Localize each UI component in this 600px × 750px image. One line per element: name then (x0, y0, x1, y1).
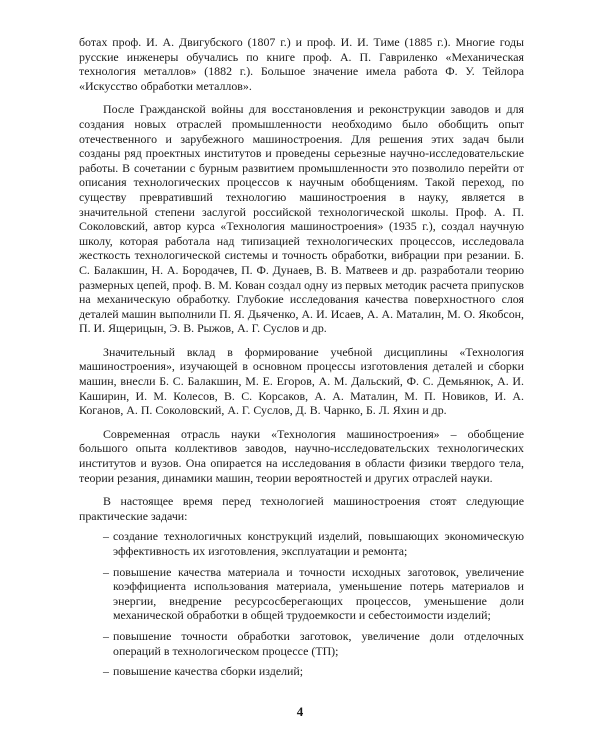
list-item (79, 529, 524, 558)
page-number: 4 (296, 704, 304, 719)
list-item-text: создание технологичных конструкций изделий, повышающих экономическую эффективность их изготовления, эксплуатации и ремонта; (113, 529, 524, 558)
task-list (79, 529, 524, 678)
list-dash: – (103, 628, 109, 643)
paragraph: ботах проф. И. А. Двигубского (1807 г.) и проф. И. И. Тиме (1885 г.). Многие годы русские инженеры обучались по книге проф. А. П. Гавриленко «Механическая технология металлов» (1882 г.). Большое значение имела работа Ф. У. Тейлора «Искусство обработки металлов». (79, 35, 524, 93)
list-dash: – (103, 529, 109, 544)
list-dash: – (103, 564, 109, 579)
list-item (79, 664, 524, 679)
list-item (79, 629, 524, 658)
list-item-text: повышение точности обработки заготовок, увеличение доли отделочных операций в технологическом процессе (ТП); (113, 628, 524, 658)
paragraph: После Гражданской войны для восстановления и реконструкции заводов и для создания новых отраслей промышленности необходимо было обобщить опыт отечественного и зарубежного машиностроения. Для решения этих задач были созданы ряд проектных институтов и проведены серьезные научно-исследовательские работы. В сочетании с бурным развитием промышленности это позволило перейти от описания технологических процессов к научным обобщениям. Такой переход, по существу превративший технологию машиностроения в науку, является в значительной степени заслугой российской технологической школы. Проф. А. П. Соколовский, автор курса «Технология машиностроения» (1935 г.), создал научную школу, которая работала над типизацией технологических процессов, исследовала жесткость технологической системы и точность обработки, вибрации при резании. Б. С. Балакшин, Н. А. Бородачев, П. Ф. Дунаев, В. В. Матвеев и др. разработали теорию размерных цепей, проф. В. М. Кован создал одну из первых методик расчета припусков на механическую обработку. Глубокие исследования качества поверхностного слоя деталей машин выполнили П. Я. Дьяченко, А. И. Исаев, А. А. Маталин, М. О. Якобсон, П. И. Ящерицын, Э. В. Рыжов, А. Г. Суслов и др. (79, 102, 524, 336)
paragraph: Современная отрасль науки «Технология машиностроения» – обобщение большого опыта коллективов заводов, научно-исследовательских технологических институтов и вузов. Она опирается на исследования в области физики твердого тела, теории резания, динамики машин, теории вероятностей и других отраслей науки. (79, 426, 524, 485)
list-item-text: повышение качества материала и точности исходных заготовок, увеличение коэффициента использования материала, уменьшение потерь материалов и энергии, внедрение ресурсосберегающих процессов, уменьшение доли механической обработки в общей трудоемкости и себестоимости изделий; (113, 564, 524, 623)
list-item (79, 565, 524, 623)
paragraph: В настоящее время перед технологией машиностроения стоят следующие практические задачи: (79, 494, 524, 523)
paragraph: Значительный вклад в формирование учебной дисциплины «Технология машиностроения», изучающей в основном процессы изготовления деталей и сборки машин, внесли Б. С. Балакшин, М. Е. Егоров, А. М. Дальский, Ф. С. Демьянюк, А. И. Каширин, И. М. Колесов, В. С. Корсаков, А. А. Маталин, М. П. Новиков, И. А. Коганов, А. П. Соколовский, А. Г. Суслов, Д. В. Чарнко, Б. Л. Яхин и др. (79, 344, 524, 418)
list-dash: – (103, 664, 109, 679)
document-body (79, 35, 524, 679)
list-item-text: повышение качества сборки изделий; (113, 664, 304, 679)
